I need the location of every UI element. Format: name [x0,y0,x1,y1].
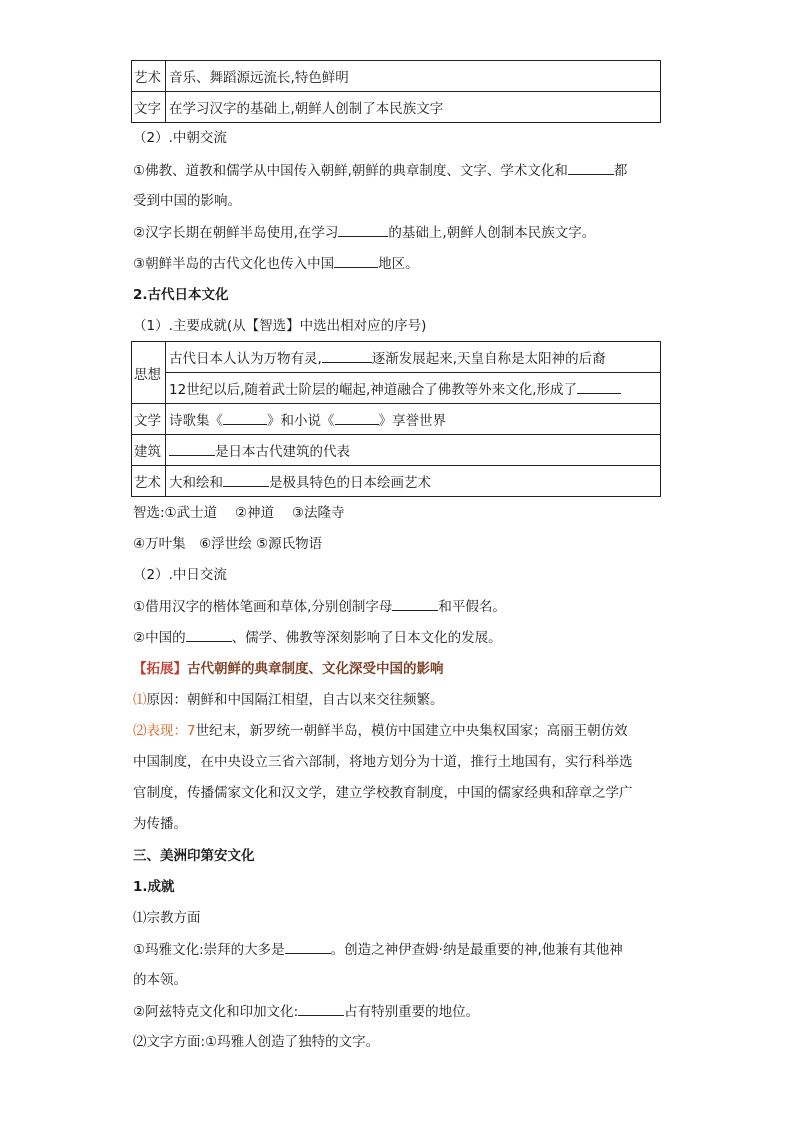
text: ①借用汉字的楷体笔画和草体,分别创制字母 [133,599,393,615]
row-content: 在学习汉字的基础上,朝鲜人创制了本民族文字 [166,92,661,123]
text: 。创造之神伊查姆·纳是最重要的神,他兼有其他神 [330,942,623,958]
paragraph-line [133,627,502,648]
paragraph-line [133,1001,479,1022]
korea-achievements-table [131,60,661,123]
text: 是极具特色的日本绘画艺术 [269,475,431,491]
text: ①玛雅文化:崇拜的大多是 [133,942,285,958]
text: 的基础上,朝鲜人创制本民族文字。 [388,225,596,241]
expand-tag: 【拓展】 [133,661,187,677]
item-number: ⑴ [133,692,147,708]
text: 诗歌集《 [169,413,223,429]
fill-blank[interactable] [223,472,269,487]
row-label: 文学 [132,404,166,435]
fill-blank[interactable] [338,222,388,237]
table-row [132,92,661,123]
section-heading: 三、美洲印第安文化 [133,848,255,864]
text: 占有特别重要的地位。 [344,1004,480,1020]
fill-blank[interactable] [298,1001,344,1016]
text: 是日本古代建筑的代表 [215,444,350,460]
text: 》和小说《 [267,413,335,429]
row-content [166,373,661,404]
row-label: 艺术 [132,61,166,92]
expand-heading [133,659,444,679]
table-row [132,373,661,404]
table-row [132,435,661,466]
japan-achievements-table [131,341,661,497]
row-label: 文字 [132,92,166,123]
fill-blank[interactable] [568,160,614,175]
text: ②汉字长期在朝鲜半岛使用,在学习 [133,225,339,241]
text: 都 [613,163,628,179]
text: 、儒学、佛教等深刻影响了日本文化的发展。 [231,630,502,646]
row-label: 建筑 [132,435,166,466]
paragraph-line [133,160,627,181]
row-content: 音乐、舞蹈源远流长,特色鲜明 [166,61,661,92]
text: ③朝鲜半岛的古代文化也传入中国 [133,256,335,272]
paragraph-line [133,690,444,710]
fill-blank[interactable] [285,939,331,954]
text: 大和绘和 [169,475,223,491]
paragraph-line [133,253,419,274]
fill-blank[interactable] [392,596,438,611]
fill-blank[interactable] [335,410,379,425]
text: 》享誉世界 [378,413,446,429]
text: 和平假名。 [438,599,506,615]
row-label: 思想 [132,342,166,404]
paragraph-line: 为传播。 [133,816,187,832]
paragraph-line [133,222,595,243]
row-content [166,466,661,497]
table-row [132,404,661,435]
text: 地区。 [378,256,419,272]
row-content [166,435,661,466]
text: 古代日本人认为万物有灵, [169,351,322,367]
text: 原因：朝鲜和中国隔江相望，自古以来交往频繁。 [146,692,444,708]
fill-blank[interactable] [186,627,232,642]
choices-line: 智选:①武士道 ②神道 ③法隆寺 [133,505,345,521]
table-row [132,61,661,92]
paragraph-line: ⑵文字方面:①玛雅人创造了独特的文字。 [133,1034,380,1050]
paragraph-line [133,596,506,617]
text: 12世纪以后,随着武士阶层的崛起,神道融合了佛教等外来文化,形成了 [169,382,578,398]
choices-line: ④万叶集 ⑥浮世绘 ⑤源氏物语 [133,536,323,552]
fill-blank[interactable] [334,253,378,268]
paragraph-line [133,939,623,960]
section-heading: （2）.中朝交流 [133,130,227,146]
text: ①佛教、道教和儒学从中国传入朝鲜,朝鲜的典章制度、文字、学术文化和 [133,163,568,179]
section-heading: 2.古代日本文化 [133,287,229,303]
paragraph-line [133,721,628,741]
text: 逐渐发展起来,天皇自称是太阳神的后裔 [371,351,606,367]
row-content [166,404,661,435]
table-row [132,466,661,497]
text: ②阿兹特克文化和印加文化: [133,1004,299,1020]
fill-blank[interactable] [322,348,372,363]
subsection-heading: （1）.主要成就(从【智选】中选出相对应的序号) [133,318,427,334]
subsection-heading: 1.成就 [133,879,175,895]
paragraph-line: 中国制度，在中央设立三省六部制，将地方划分为十道，推行土地国有，实行科举选 [133,754,633,770]
text: 7 [187,723,196,739]
item-number: ⑵ [133,723,147,739]
subsection-heading: ⑴宗教方面 [133,910,201,926]
text: 表现： [146,723,187,739]
row-content [166,342,661,373]
table-row [132,342,661,373]
paragraph-line: 官制度，传播儒家文化和汉文学，建立学校教育制度，中国的儒家经典和辞章之学广 [133,785,633,801]
expand-title: 古代朝鲜的典章制度、文化深受中国的影响 [187,661,444,677]
text: 世纪末，新罗统一朝鲜半岛，模仿中国建立中央集权国家；高丽王朝仿效 [195,723,628,739]
paragraph-line: 受到中国的影响。 [133,193,241,209]
fill-blank[interactable] [577,379,621,394]
fill-blank[interactable] [223,410,267,425]
subsection-heading: （2）.中日交流 [133,567,227,583]
paragraph-line: 的本领。 [133,972,187,988]
text: ②中国的 [133,630,186,646]
row-label: 艺术 [132,466,166,497]
fill-blank[interactable] [169,441,215,456]
